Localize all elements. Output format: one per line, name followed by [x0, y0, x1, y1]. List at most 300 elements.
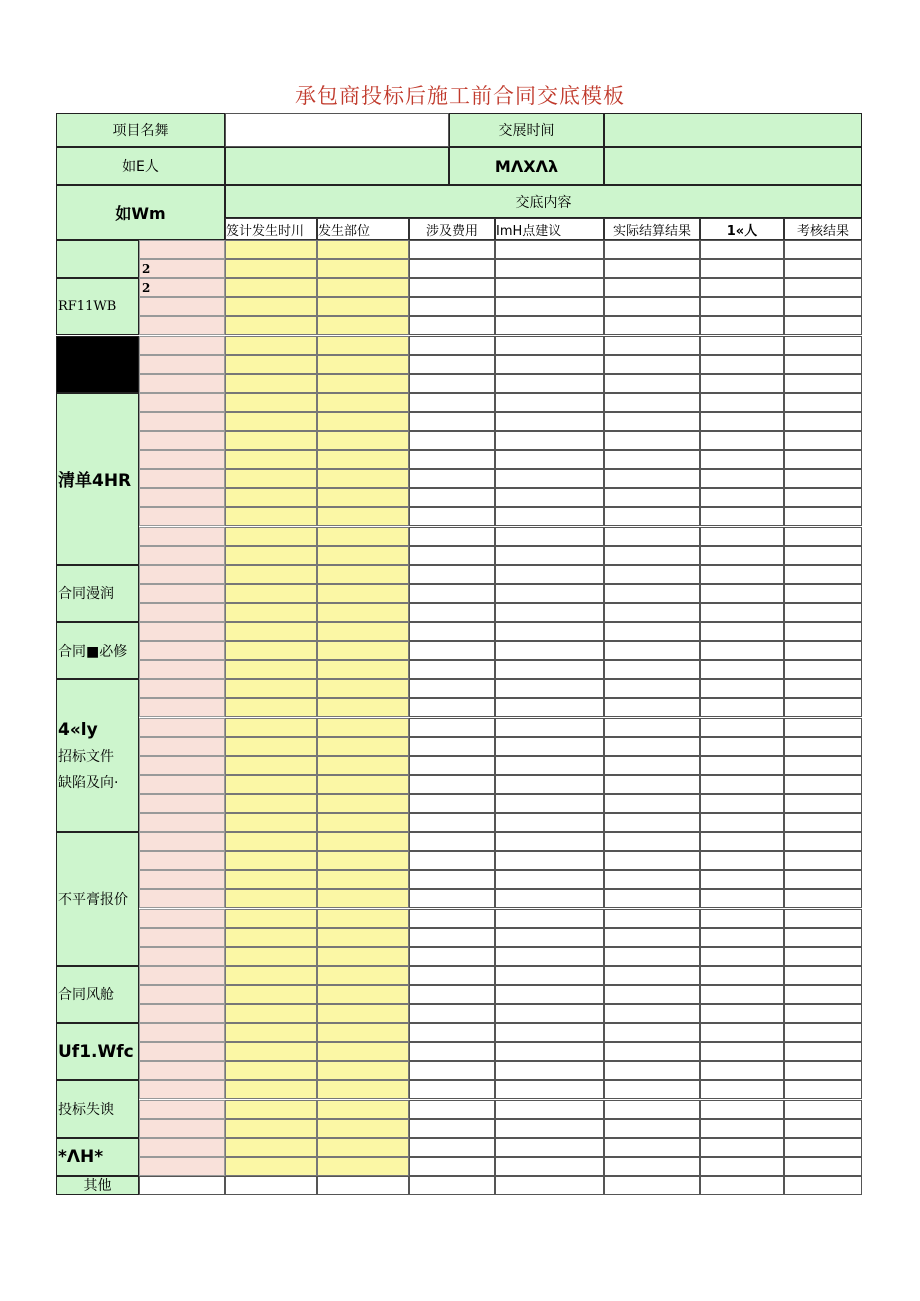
sub-item-cell[interactable]: [139, 851, 225, 870]
occurrence-time-cell[interactable]: [225, 756, 317, 775]
cost-involved-cell[interactable]: [409, 412, 495, 431]
occurrence-location-cell[interactable]: [317, 679, 409, 698]
assessment-result-cell[interactable]: [784, 1119, 862, 1138]
sub-item-cell[interactable]: [139, 870, 225, 889]
sub-item-cell[interactable]: [139, 1061, 225, 1080]
suggestion-cell[interactable]: [495, 1138, 604, 1157]
occurrence-location-cell[interactable]: [317, 794, 409, 813]
suggestion-cell[interactable]: [495, 316, 604, 335]
settlement-result-cell[interactable]: [604, 412, 700, 431]
assessment-result-cell[interactable]: [784, 966, 862, 985]
settlement-result-cell[interactable]: [604, 909, 700, 928]
sub-item-cell[interactable]: [139, 794, 225, 813]
suggestion-cell[interactable]: [495, 756, 604, 775]
settlement-result-cell[interactable]: [604, 1119, 700, 1138]
suggestion-cell[interactable]: [495, 240, 604, 259]
occurrence-time-cell[interactable]: [225, 374, 317, 393]
settlement-result-cell[interactable]: [604, 641, 700, 660]
cost-involved-cell[interactable]: [409, 527, 495, 546]
settlement-result-cell[interactable]: [604, 297, 700, 316]
cost-involved-cell[interactable]: [409, 374, 495, 393]
occurrence-time-cell[interactable]: [225, 278, 317, 297]
settlement-result-cell[interactable]: [604, 756, 700, 775]
suggestion-cell[interactable]: [495, 737, 604, 756]
responsible-person-cell[interactable]: [700, 603, 784, 622]
cost-involved-cell[interactable]: [409, 832, 495, 851]
responsible-person-cell[interactable]: [700, 622, 784, 641]
occurrence-location-cell[interactable]: [317, 393, 409, 412]
cost-involved-cell[interactable]: [409, 450, 495, 469]
assessment-result-cell[interactable]: [784, 393, 862, 412]
sub-item-cell[interactable]: 2: [139, 259, 225, 278]
occurrence-location-cell[interactable]: [317, 355, 409, 374]
sub-item-cell[interactable]: [139, 698, 225, 717]
assessment-result-cell[interactable]: [784, 1080, 862, 1099]
responsible-person-cell[interactable]: [700, 240, 784, 259]
cost-involved-cell[interactable]: [409, 355, 495, 374]
occurrence-location-cell[interactable]: [317, 1061, 409, 1080]
occurrence-location-cell[interactable]: [317, 966, 409, 985]
occurrence-time-cell[interactable]: [225, 450, 317, 469]
settlement-result-cell[interactable]: [604, 374, 700, 393]
responsible-person-cell[interactable]: [700, 947, 784, 966]
occurrence-location-cell[interactable]: [317, 240, 409, 259]
handover-person-field[interactable]: [225, 147, 449, 185]
cost-involved-cell[interactable]: [409, 1138, 495, 1157]
suggestion-cell[interactable]: [495, 1157, 604, 1176]
occurrence-time-cell[interactable]: [225, 679, 317, 698]
occurrence-location-cell[interactable]: [317, 756, 409, 775]
cost-involved-cell[interactable]: [409, 947, 495, 966]
suggestion-cell[interactable]: [495, 832, 604, 851]
responsible-person-cell[interactable]: [700, 966, 784, 985]
assessment-result-cell[interactable]: [784, 1157, 862, 1176]
settlement-result-cell[interactable]: [604, 813, 700, 832]
sub-item-cell[interactable]: 2: [139, 278, 225, 297]
occurrence-time-cell[interactable]: [225, 1080, 317, 1099]
responsible-person-cell[interactable]: [700, 565, 784, 584]
responsible-person-cell[interactable]: [700, 889, 784, 908]
sub-item-cell[interactable]: [139, 1042, 225, 1061]
occurrence-location-cell[interactable]: [317, 641, 409, 660]
responsible-person-cell[interactable]: [700, 660, 784, 679]
assessment-result-cell[interactable]: [784, 698, 862, 717]
sub-item-cell[interactable]: [139, 450, 225, 469]
settlement-result-cell[interactable]: [604, 679, 700, 698]
occurrence-time-cell[interactable]: [225, 527, 317, 546]
cost-involved-cell[interactable]: [409, 794, 495, 813]
sub-item-cell[interactable]: [139, 565, 225, 584]
cost-involved-cell[interactable]: [409, 813, 495, 832]
responsible-person-cell[interactable]: [700, 584, 784, 603]
occurrence-time-cell[interactable]: [225, 889, 317, 908]
sub-item-cell[interactable]: [139, 412, 225, 431]
recorder-field[interactable]: [604, 147, 862, 185]
suggestion-cell[interactable]: [495, 947, 604, 966]
suggestion-cell[interactable]: [495, 1100, 604, 1119]
cost-involved-cell[interactable]: [409, 469, 495, 488]
settlement-result-cell[interactable]: [604, 928, 700, 947]
other-row-cell[interactable]: [700, 1176, 784, 1195]
occurrence-location-cell[interactable]: [317, 374, 409, 393]
suggestion-cell[interactable]: [495, 1080, 604, 1099]
settlement-result-cell[interactable]: [604, 603, 700, 622]
responsible-person-cell[interactable]: [700, 813, 784, 832]
assessment-result-cell[interactable]: [784, 794, 862, 813]
suggestion-cell[interactable]: [495, 889, 604, 908]
settlement-result-cell[interactable]: [604, 565, 700, 584]
settlement-result-cell[interactable]: [604, 546, 700, 565]
settlement-result-cell[interactable]: [604, 622, 700, 641]
responsible-person-cell[interactable]: [700, 698, 784, 717]
occurrence-location-cell[interactable]: [317, 1023, 409, 1042]
responsible-person-cell[interactable]: [700, 985, 784, 1004]
suggestion-cell[interactable]: [495, 622, 604, 641]
settlement-result-cell[interactable]: [604, 1100, 700, 1119]
suggestion-cell[interactable]: [495, 1042, 604, 1061]
responsible-person-cell[interactable]: [700, 832, 784, 851]
sub-item-cell[interactable]: [139, 660, 225, 679]
occurrence-location-cell[interactable]: [317, 1080, 409, 1099]
sub-item-cell[interactable]: [139, 1119, 225, 1138]
occurrence-time-cell[interactable]: [225, 546, 317, 565]
settlement-result-cell[interactable]: [604, 393, 700, 412]
suggestion-cell[interactable]: [495, 450, 604, 469]
sub-item-cell[interactable]: [139, 1004, 225, 1023]
sub-item-cell[interactable]: [139, 584, 225, 603]
occurrence-time-cell[interactable]: [225, 928, 317, 947]
assessment-result-cell[interactable]: [784, 431, 862, 450]
suggestion-cell[interactable]: [495, 546, 604, 565]
occurrence-location-cell[interactable]: [317, 450, 409, 469]
cost-involved-cell[interactable]: [409, 240, 495, 259]
cost-involved-cell[interactable]: [409, 985, 495, 1004]
sub-item-cell[interactable]: [139, 393, 225, 412]
assessment-result-cell[interactable]: [784, 660, 862, 679]
cost-involved-cell[interactable]: [409, 928, 495, 947]
occurrence-location-cell[interactable]: [317, 336, 409, 355]
suggestion-cell[interactable]: [495, 393, 604, 412]
sub-item-cell[interactable]: [139, 488, 225, 507]
assessment-result-cell[interactable]: [784, 240, 862, 259]
responsible-person-cell[interactable]: [700, 851, 784, 870]
occurrence-time-cell[interactable]: [225, 355, 317, 374]
suggestion-cell[interactable]: [495, 775, 604, 794]
assessment-result-cell[interactable]: [784, 469, 862, 488]
suggestion-cell[interactable]: [495, 641, 604, 660]
sub-item-cell[interactable]: [139, 641, 225, 660]
occurrence-time-cell[interactable]: [225, 698, 317, 717]
responsible-person-cell[interactable]: [700, 278, 784, 297]
other-row-cell[interactable]: [139, 1176, 225, 1195]
settlement-result-cell[interactable]: [604, 698, 700, 717]
assessment-result-cell[interactable]: [784, 832, 862, 851]
occurrence-time-cell[interactable]: [225, 603, 317, 622]
occurrence-location-cell[interactable]: [317, 851, 409, 870]
settlement-result-cell[interactable]: [604, 718, 700, 737]
assessment-result-cell[interactable]: [784, 374, 862, 393]
cost-involved-cell[interactable]: [409, 909, 495, 928]
cost-involved-cell[interactable]: [409, 1157, 495, 1176]
occurrence-time-cell[interactable]: [225, 718, 317, 737]
assessment-result-cell[interactable]: [784, 1023, 862, 1042]
occurrence-location-cell[interactable]: [317, 870, 409, 889]
responsible-person-cell[interactable]: [700, 679, 784, 698]
occurrence-location-cell[interactable]: [317, 928, 409, 947]
assessment-result-cell[interactable]: [784, 336, 862, 355]
occurrence-location-cell[interactable]: [317, 1100, 409, 1119]
occurrence-time-cell[interactable]: [225, 966, 317, 985]
assessment-result-cell[interactable]: [784, 775, 862, 794]
settlement-result-cell[interactable]: [604, 889, 700, 908]
responsible-person-cell[interactable]: [700, 431, 784, 450]
occurrence-time-cell[interactable]: [225, 947, 317, 966]
assessment-result-cell[interactable]: [784, 450, 862, 469]
cost-involved-cell[interactable]: [409, 718, 495, 737]
settlement-result-cell[interactable]: [604, 431, 700, 450]
suggestion-cell[interactable]: [495, 966, 604, 985]
responsible-person-cell[interactable]: [700, 374, 784, 393]
settlement-result-cell[interactable]: [604, 985, 700, 1004]
suggestion-cell[interactable]: [495, 794, 604, 813]
cost-involved-cell[interactable]: [409, 1100, 495, 1119]
occurrence-time-cell[interactable]: [225, 584, 317, 603]
sub-item-cell[interactable]: [139, 603, 225, 622]
assessment-result-cell[interactable]: [784, 297, 862, 316]
assessment-result-cell[interactable]: [784, 889, 862, 908]
settlement-result-cell[interactable]: [604, 775, 700, 794]
settlement-result-cell[interactable]: [604, 488, 700, 507]
settlement-result-cell[interactable]: [604, 1023, 700, 1042]
responsible-person-cell[interactable]: [700, 412, 784, 431]
assessment-result-cell[interactable]: [784, 278, 862, 297]
sub-item-cell[interactable]: [139, 1157, 225, 1176]
occurrence-time-cell[interactable]: [225, 737, 317, 756]
sub-item-cell[interactable]: [139, 316, 225, 335]
project-name-field[interactable]: [225, 113, 449, 147]
suggestion-cell[interactable]: [495, 985, 604, 1004]
settlement-result-cell[interactable]: [604, 1080, 700, 1099]
occurrence-time-cell[interactable]: [225, 1004, 317, 1023]
occurrence-location-cell[interactable]: [317, 297, 409, 316]
sub-item-cell[interactable]: [139, 813, 225, 832]
suggestion-cell[interactable]: [495, 928, 604, 947]
suggestion-cell[interactable]: [495, 603, 604, 622]
sub-item-cell[interactable]: [139, 889, 225, 908]
cost-involved-cell[interactable]: [409, 316, 495, 335]
assessment-result-cell[interactable]: [784, 985, 862, 1004]
sub-item-cell[interactable]: [139, 737, 225, 756]
occurrence-time-cell[interactable]: [225, 641, 317, 660]
settlement-result-cell[interactable]: [604, 527, 700, 546]
assessment-result-cell[interactable]: [784, 259, 862, 278]
cost-involved-cell[interactable]: [409, 393, 495, 412]
settlement-result-cell[interactable]: [604, 469, 700, 488]
cost-involved-cell[interactable]: [409, 660, 495, 679]
occurrence-time-cell[interactable]: [225, 469, 317, 488]
settlement-result-cell[interactable]: [604, 1042, 700, 1061]
suggestion-cell[interactable]: [495, 1023, 604, 1042]
occurrence-time-cell[interactable]: [225, 488, 317, 507]
suggestion-cell[interactable]: [495, 488, 604, 507]
occurrence-location-cell[interactable]: [317, 546, 409, 565]
occurrence-time-cell[interactable]: [225, 565, 317, 584]
responsible-person-cell[interactable]: [700, 316, 784, 335]
occurrence-location-cell[interactable]: [317, 1138, 409, 1157]
cost-involved-cell[interactable]: [409, 488, 495, 507]
settlement-result-cell[interactable]: [604, 1061, 700, 1080]
suggestion-cell[interactable]: [495, 698, 604, 717]
occurrence-location-cell[interactable]: [317, 278, 409, 297]
suggestion-cell[interactable]: [495, 584, 604, 603]
occurrence-time-cell[interactable]: [225, 775, 317, 794]
settlement-result-cell[interactable]: [604, 832, 700, 851]
responsible-person-cell[interactable]: [700, 1061, 784, 1080]
occurrence-location-cell[interactable]: [317, 909, 409, 928]
responsible-person-cell[interactable]: [700, 718, 784, 737]
occurrence-time-cell[interactable]: [225, 297, 317, 316]
occurrence-time-cell[interactable]: [225, 794, 317, 813]
other-row-cell[interactable]: [317, 1176, 409, 1195]
suggestion-cell[interactable]: [495, 431, 604, 450]
assessment-result-cell[interactable]: [784, 488, 862, 507]
cost-involved-cell[interactable]: [409, 507, 495, 526]
occurrence-time-cell[interactable]: [225, 393, 317, 412]
assessment-result-cell[interactable]: [784, 870, 862, 889]
suggestion-cell[interactable]: [495, 259, 604, 278]
settlement-result-cell[interactable]: [604, 794, 700, 813]
assessment-result-cell[interactable]: [784, 641, 862, 660]
responsible-person-cell[interactable]: [700, 297, 784, 316]
assessment-result-cell[interactable]: [784, 316, 862, 335]
occurrence-time-cell[interactable]: [225, 622, 317, 641]
settlement-result-cell[interactable]: [604, 1157, 700, 1176]
sub-item-cell[interactable]: [139, 1080, 225, 1099]
cost-involved-cell[interactable]: [409, 259, 495, 278]
suggestion-cell[interactable]: [495, 355, 604, 374]
occurrence-location-cell[interactable]: [317, 584, 409, 603]
cost-involved-cell[interactable]: [409, 431, 495, 450]
suggestion-cell[interactable]: [495, 278, 604, 297]
responsible-person-cell[interactable]: [700, 641, 784, 660]
responsible-person-cell[interactable]: [700, 259, 784, 278]
cost-involved-cell[interactable]: [409, 297, 495, 316]
occurrence-time-cell[interactable]: [225, 507, 317, 526]
responsible-person-cell[interactable]: [700, 909, 784, 928]
sub-item-cell[interactable]: [139, 336, 225, 355]
cost-involved-cell[interactable]: [409, 889, 495, 908]
cost-involved-cell[interactable]: [409, 278, 495, 297]
responsible-person-cell[interactable]: [700, 527, 784, 546]
responsible-person-cell[interactable]: [700, 1119, 784, 1138]
occurrence-time-cell[interactable]: [225, 1100, 317, 1119]
sub-item-cell[interactable]: [139, 374, 225, 393]
sub-item-cell[interactable]: [139, 431, 225, 450]
suggestion-cell[interactable]: [495, 870, 604, 889]
suggestion-cell[interactable]: [495, 718, 604, 737]
cost-involved-cell[interactable]: [409, 1119, 495, 1138]
sub-item-cell[interactable]: [139, 527, 225, 546]
sub-item-cell[interactable]: [139, 947, 225, 966]
assessment-result-cell[interactable]: [784, 584, 862, 603]
sub-item-cell[interactable]: [139, 985, 225, 1004]
assessment-result-cell[interactable]: [784, 851, 862, 870]
occurrence-location-cell[interactable]: [317, 985, 409, 1004]
occurrence-location-cell[interactable]: [317, 737, 409, 756]
other-row-cell[interactable]: [409, 1176, 495, 1195]
occurrence-location-cell[interactable]: [317, 1119, 409, 1138]
occurrence-location-cell[interactable]: [317, 431, 409, 450]
settlement-result-cell[interactable]: [604, 1138, 700, 1157]
suggestion-cell[interactable]: [495, 1119, 604, 1138]
occurrence-location-cell[interactable]: [317, 775, 409, 794]
cost-involved-cell[interactable]: [409, 622, 495, 641]
cost-involved-cell[interactable]: [409, 870, 495, 889]
responsible-person-cell[interactable]: [700, 507, 784, 526]
responsible-person-cell[interactable]: [700, 393, 784, 412]
occurrence-time-cell[interactable]: [225, 1157, 317, 1176]
sub-item-cell[interactable]: [139, 297, 225, 316]
responsible-person-cell[interactable]: [700, 870, 784, 889]
assessment-result-cell[interactable]: [784, 1042, 862, 1061]
occurrence-location-cell[interactable]: [317, 889, 409, 908]
assessment-result-cell[interactable]: [784, 1138, 862, 1157]
occurrence-location-cell[interactable]: [317, 1157, 409, 1176]
settlement-result-cell[interactable]: [604, 240, 700, 259]
sub-item-cell[interactable]: [139, 966, 225, 985]
sub-item-cell[interactable]: [139, 1138, 225, 1157]
other-row-cell[interactable]: [225, 1176, 317, 1195]
settlement-result-cell[interactable]: [604, 507, 700, 526]
responsible-person-cell[interactable]: [700, 1157, 784, 1176]
occurrence-location-cell[interactable]: [317, 603, 409, 622]
sub-item-cell[interactable]: [139, 507, 225, 526]
assessment-result-cell[interactable]: [784, 507, 862, 526]
responsible-person-cell[interactable]: [700, 488, 784, 507]
responsible-person-cell[interactable]: [700, 928, 784, 947]
responsible-person-cell[interactable]: [700, 1138, 784, 1157]
settlement-result-cell[interactable]: [604, 737, 700, 756]
responsible-person-cell[interactable]: [700, 355, 784, 374]
occurrence-time-cell[interactable]: [225, 1061, 317, 1080]
occurrence-time-cell[interactable]: [225, 1023, 317, 1042]
occurrence-time-cell[interactable]: [225, 851, 317, 870]
sub-item-cell[interactable]: [139, 679, 225, 698]
settlement-result-cell[interactable]: [604, 259, 700, 278]
occurrence-time-cell[interactable]: [225, 660, 317, 679]
responsible-person-cell[interactable]: [700, 336, 784, 355]
assessment-result-cell[interactable]: [784, 355, 862, 374]
assessment-result-cell[interactable]: [784, 603, 862, 622]
responsible-person-cell[interactable]: [700, 775, 784, 794]
responsible-person-cell[interactable]: [700, 469, 784, 488]
assessment-result-cell[interactable]: [784, 412, 862, 431]
suggestion-cell[interactable]: [495, 851, 604, 870]
occurrence-location-cell[interactable]: [317, 1042, 409, 1061]
assessment-result-cell[interactable]: [784, 622, 862, 641]
sub-item-cell[interactable]: [139, 718, 225, 737]
occurrence-location-cell[interactable]: [317, 488, 409, 507]
sub-item-cell[interactable]: [139, 240, 225, 259]
settlement-result-cell[interactable]: [604, 336, 700, 355]
occurrence-location-cell[interactable]: [317, 1004, 409, 1023]
cost-involved-cell[interactable]: [409, 1061, 495, 1080]
responsible-person-cell[interactable]: [700, 1100, 784, 1119]
occurrence-time-cell[interactable]: [225, 316, 317, 335]
assessment-result-cell[interactable]: [784, 928, 862, 947]
occurrence-location-cell[interactable]: [317, 660, 409, 679]
sub-item-cell[interactable]: [139, 756, 225, 775]
